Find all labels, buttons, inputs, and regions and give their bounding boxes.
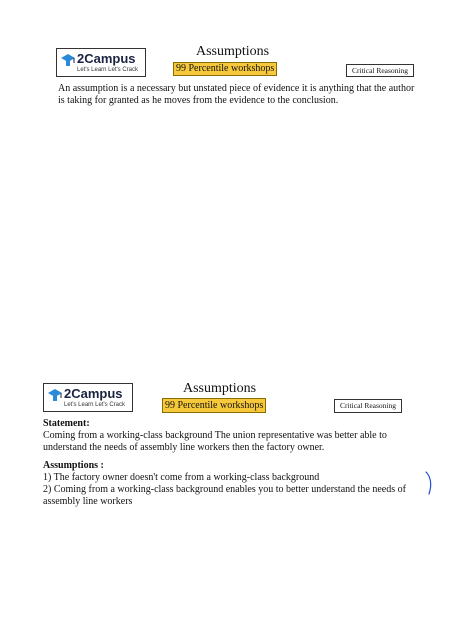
assumption-definition: An assumption is a necessary but unstated piece of evidence it is anything that the author is taking for granted as he moves from the evidence to the conclusion. [58, 83, 415, 106]
slide-title: Assumptions [183, 381, 257, 396]
logo-brand: 2Campus [77, 51, 136, 66]
assumption-2-line-2: assembly line workers [43, 496, 133, 507]
logo-brand: 2Campus [64, 386, 123, 401]
statement-line-1: Coming from a working-class background The union representative was better able to [43, 430, 387, 441]
section-tag: Critical Reasoning [346, 64, 414, 77]
logo-tagline: Let's Learn Let's Crack [77, 67, 138, 73]
statement-heading: Statement: [43, 418, 90, 429]
assumption-2-line-1: 2) Coming from a working-class background enables you to better understand the needs of [43, 484, 406, 495]
logo-tagline: Let's Learn Let's Crack [64, 402, 125, 408]
slide-title: Assumptions [196, 44, 270, 59]
logo-2campus-top [56, 48, 146, 77]
graduation-cap-icon [60, 52, 76, 68]
graduation-cap-icon [47, 387, 63, 403]
workshop-badge: 99 Percentile workshops [162, 398, 266, 413]
workshop-badge: 99 Percentile workshops [173, 62, 277, 76]
assumptions-heading: Assumptions : [43, 460, 104, 471]
statement-line-2: understand the needs of assembly line workers then the factory owner. [43, 442, 325, 453]
pen-annotation-mark [424, 470, 434, 496]
assumption-1: 1) The factory owner doesn't come from a working-class background [43, 472, 320, 483]
logo-2campus-bottom [43, 383, 133, 412]
section-tag: Critical Reasoning [334, 399, 402, 413]
